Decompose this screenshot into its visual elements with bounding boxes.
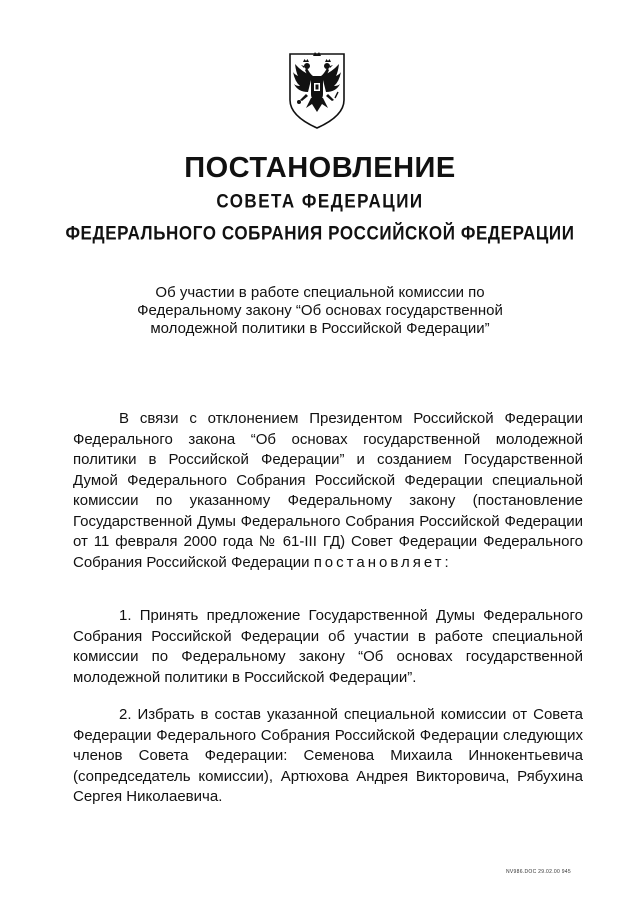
file-footer: NV986.DOC 29.02.00 945	[506, 869, 571, 875]
coat-of-arms-icon	[286, 50, 348, 130]
subject-line: Федеральному закону “Об основах государственной	[137, 302, 503, 319]
item-2-paragraph	[73, 705, 583, 808]
assembly-name: ФЕДЕРАЛЬНОГО СОБРАНИЯ РОССИЙСКОЙ ФЕДЕРАЦИИ	[65, 222, 575, 244]
preamble-paragraph	[73, 409, 583, 573]
subject-line: Об участии в работе специальной комиссии по	[155, 284, 485, 301]
item-1-paragraph	[73, 606, 583, 688]
preamble-text: В связи с отклонением Президентом Российской Федерации Федерального закона “Об основах государственной молодежной политики в Российской Федерации” и созданием Государственной Думой Федерального Собрания Российской Федерации специальной комиссии по указанному Федеральному закону (постановление Государственной Думы Федерального Собрания Российской Федерации от 11 февраля 2000 года № 61-III ГД) Совет Федерации Федерального Собрания Российской Федерации	[73, 410, 583, 571]
decree-word: постановляет:	[313, 553, 452, 571]
document-title: ПОСТАНОВЛЕНИЕ	[184, 152, 456, 184]
item-1-text: 1. Принять предложение Государственной Думы Федерального Собрания Российской Федерации об участии в работе специальной комиссии по Федеральному закону “Об основах государственной молодежной политики в Российской Федерации”.	[73, 607, 583, 686]
document-subject	[80, 284, 560, 338]
subject-line: молодежной политики в Российской Федерации”	[150, 320, 490, 337]
council-name: СОВЕТА ФЕДЕРАЦИИ	[216, 190, 424, 212]
item-2-text: 2. Избрать в состав указанной специальной комиссии от Совета Федерации Федерального Собрания Российской Федерации следующих членов Совета Федерации: Семенова Михаила Иннокентьевича (сопредседатель комиссии), Артюхова Андрея Викторовича, Рябухина Сергея Николаевича.	[73, 706, 583, 805]
